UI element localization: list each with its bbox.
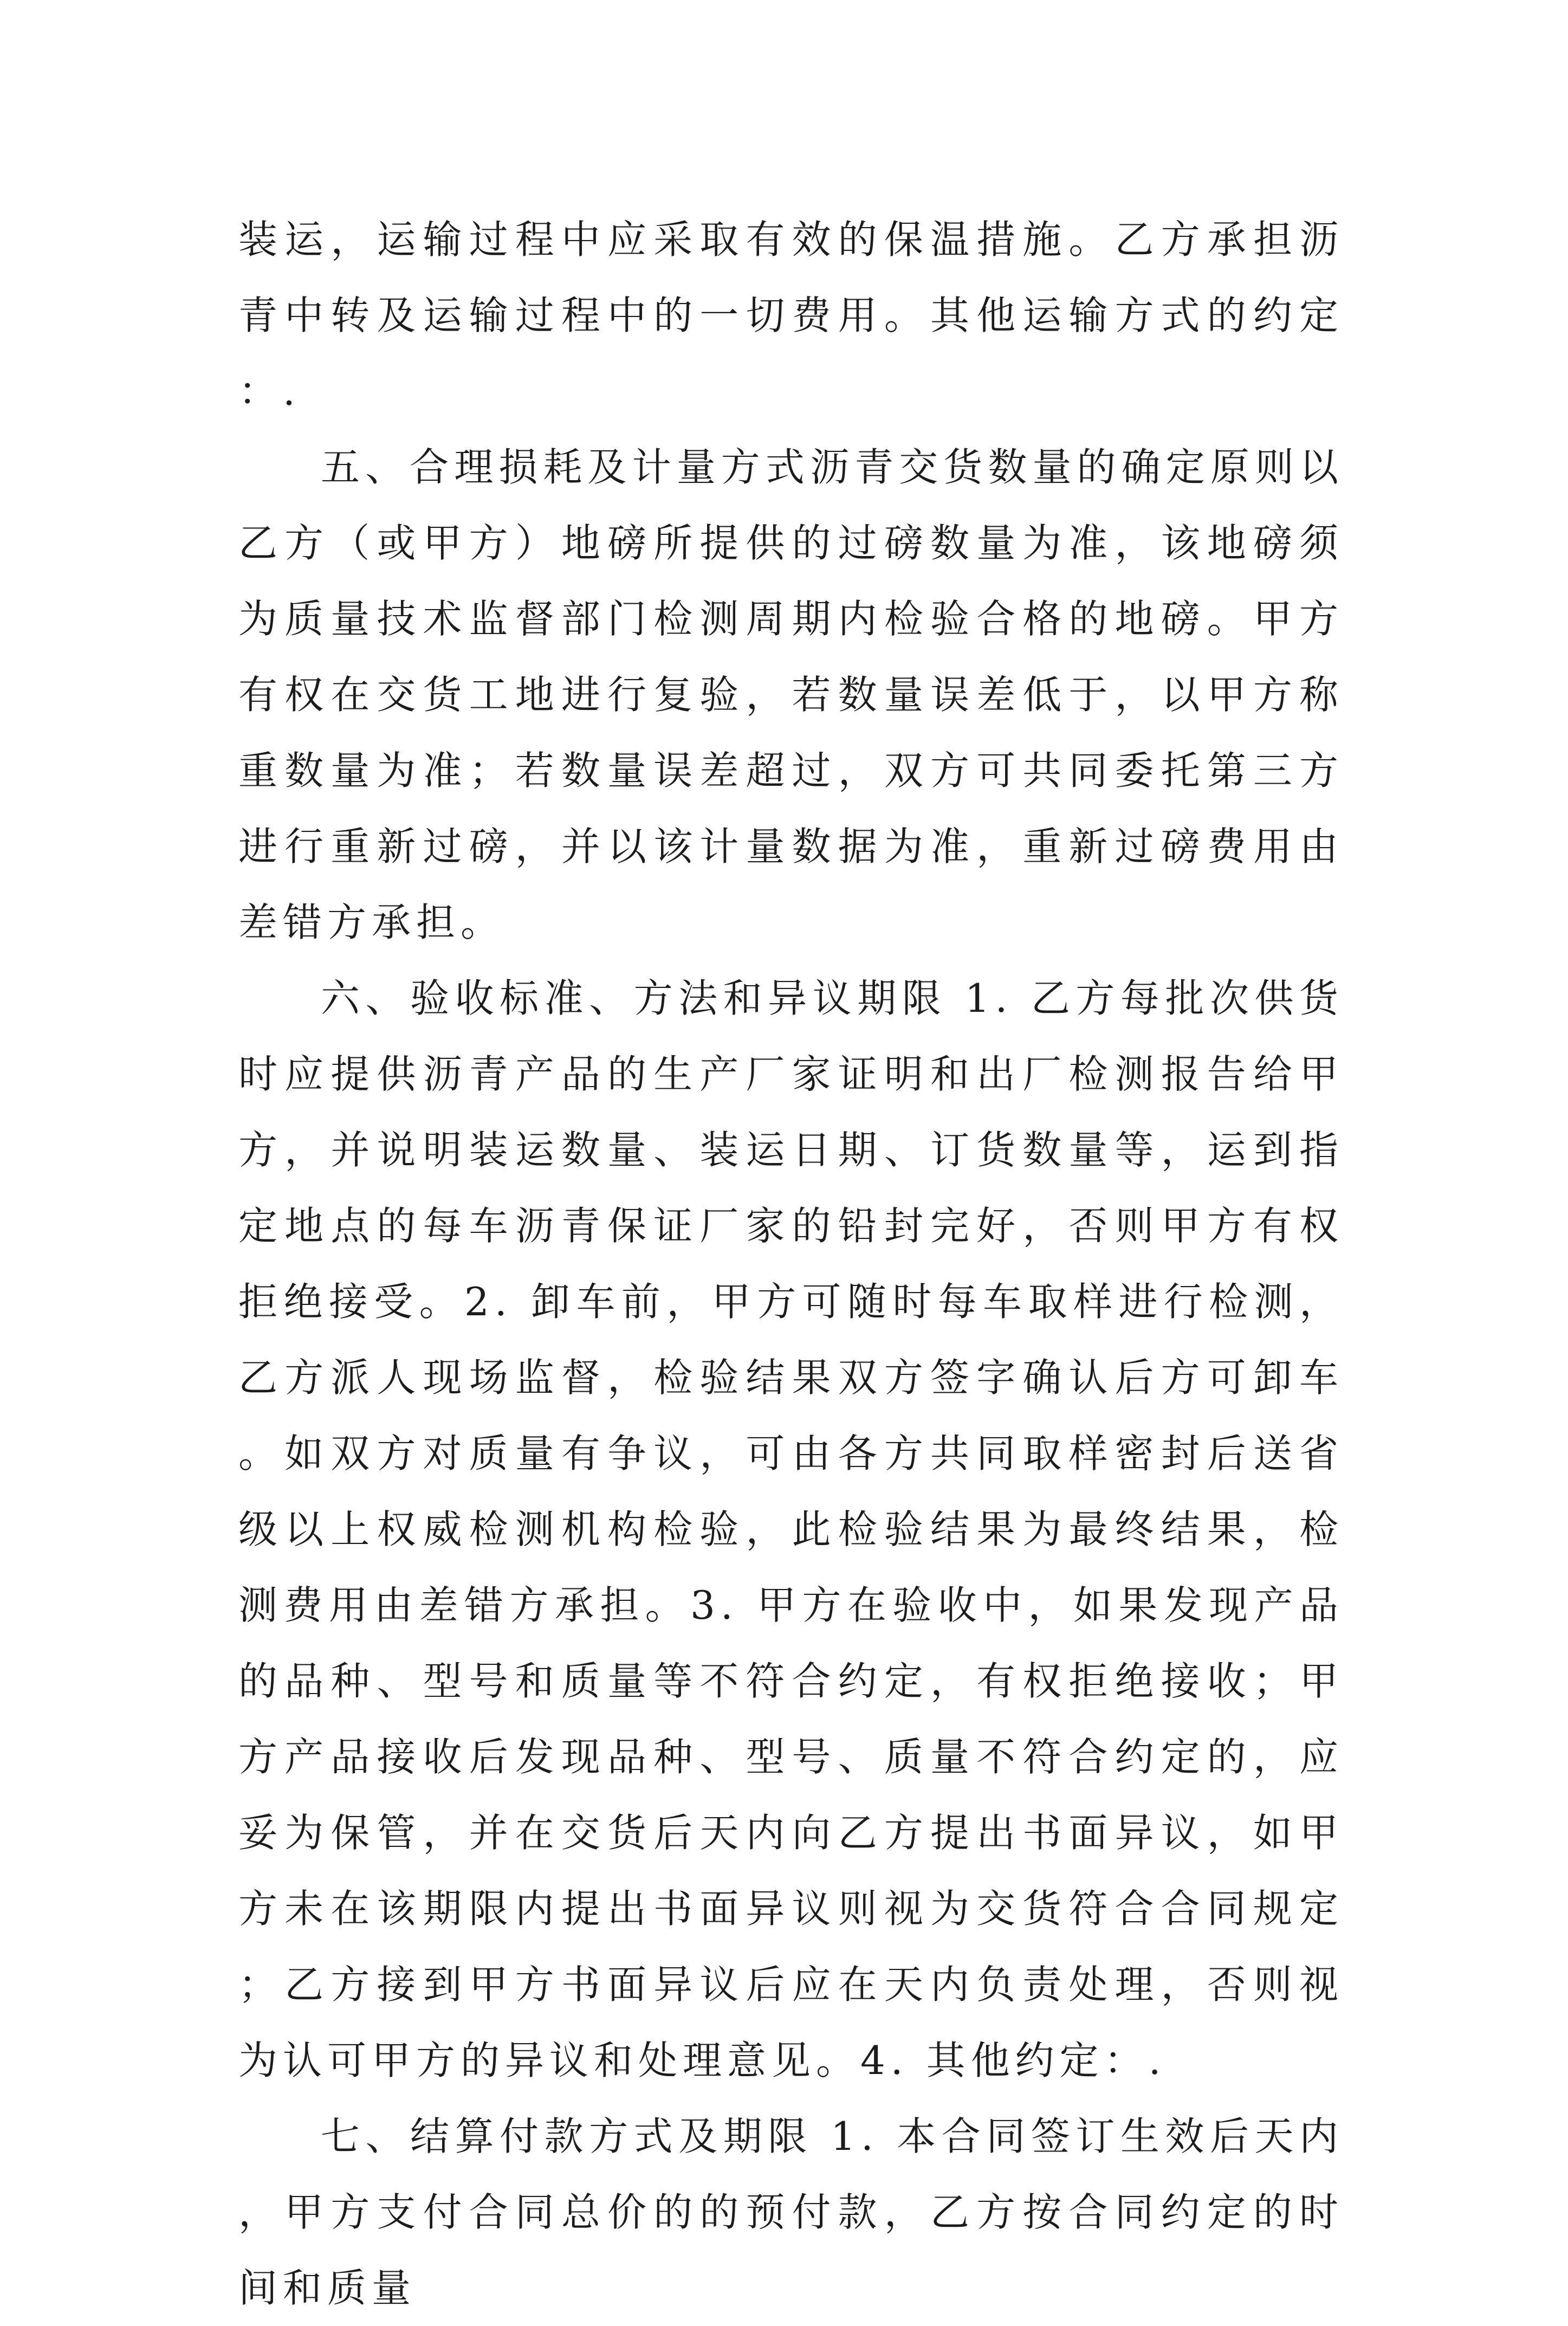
document-body xyxy=(238,202,1344,2326)
paragraph-section-7-settlement: 七、结算付款方式及期限 1. 本合同签订生效后天内，甲方支付合同总价的的预付款，乙方按合同约定的时间和质量 xyxy=(238,2114,1344,2311)
paragraph-section-5-loss-and-measurement: 五、合理损耗及计量方式沥青交货数量的确定原则以乙方（或甲方）地磅所提供的过磅数量为准，该地磅须为质量技术监督部门检测周期内检验合格的地磅。甲方有权在交货工地进行复验，若数量误差低于，以甲方称重数量为准；若数量误差超过，双方可共同委托第三方进行重新过磅，并以该计量数据为准，重新过磅费用由差错方承担。 xyxy=(238,444,1344,945)
paragraph-transport-continuation: 装运，运输过程中应采取有效的保温措施。乙方承担沥青中转及运输过程中的一切费用。其他运输方式的约定：. xyxy=(238,217,1344,414)
paragraph-section-6-acceptance: 六、验收标准、方法和异议期限 1. 乙方每批次供货时应提供沥青产品的生产厂家证明和出厂检测报告给甲方，并说明装运数量、装运日期、订货数量等，运到指定地点的每车沥青保证厂家的铅封完好，否则甲方有权拒绝接受。2. 卸车前，甲方可随时每车取样进行检测，乙方派人现场监督，检验结果双方签字确认后方可卸车。如双方对质量有争议，可由各方共同取样密封后送省级以上权威检测机构检验，此检验结果为最终结果，检测费用由差错方承担。3. 甲方在验收中，如果发现产品的品种、型号和质量等不符合约定，有权拒绝接收；甲方产品接收后发现品种、型号、质量不符合约定的，应妥为保管，并在交货后天内向乙方提出书面异议，如甲方未在该期限内提出书面异议则视为交货符合合同规定；乙方接到甲方书面异议后应在天内负责处理，否则视为认可甲方的异议和处理意见。4. 其他约定：. xyxy=(238,975,1344,2083)
